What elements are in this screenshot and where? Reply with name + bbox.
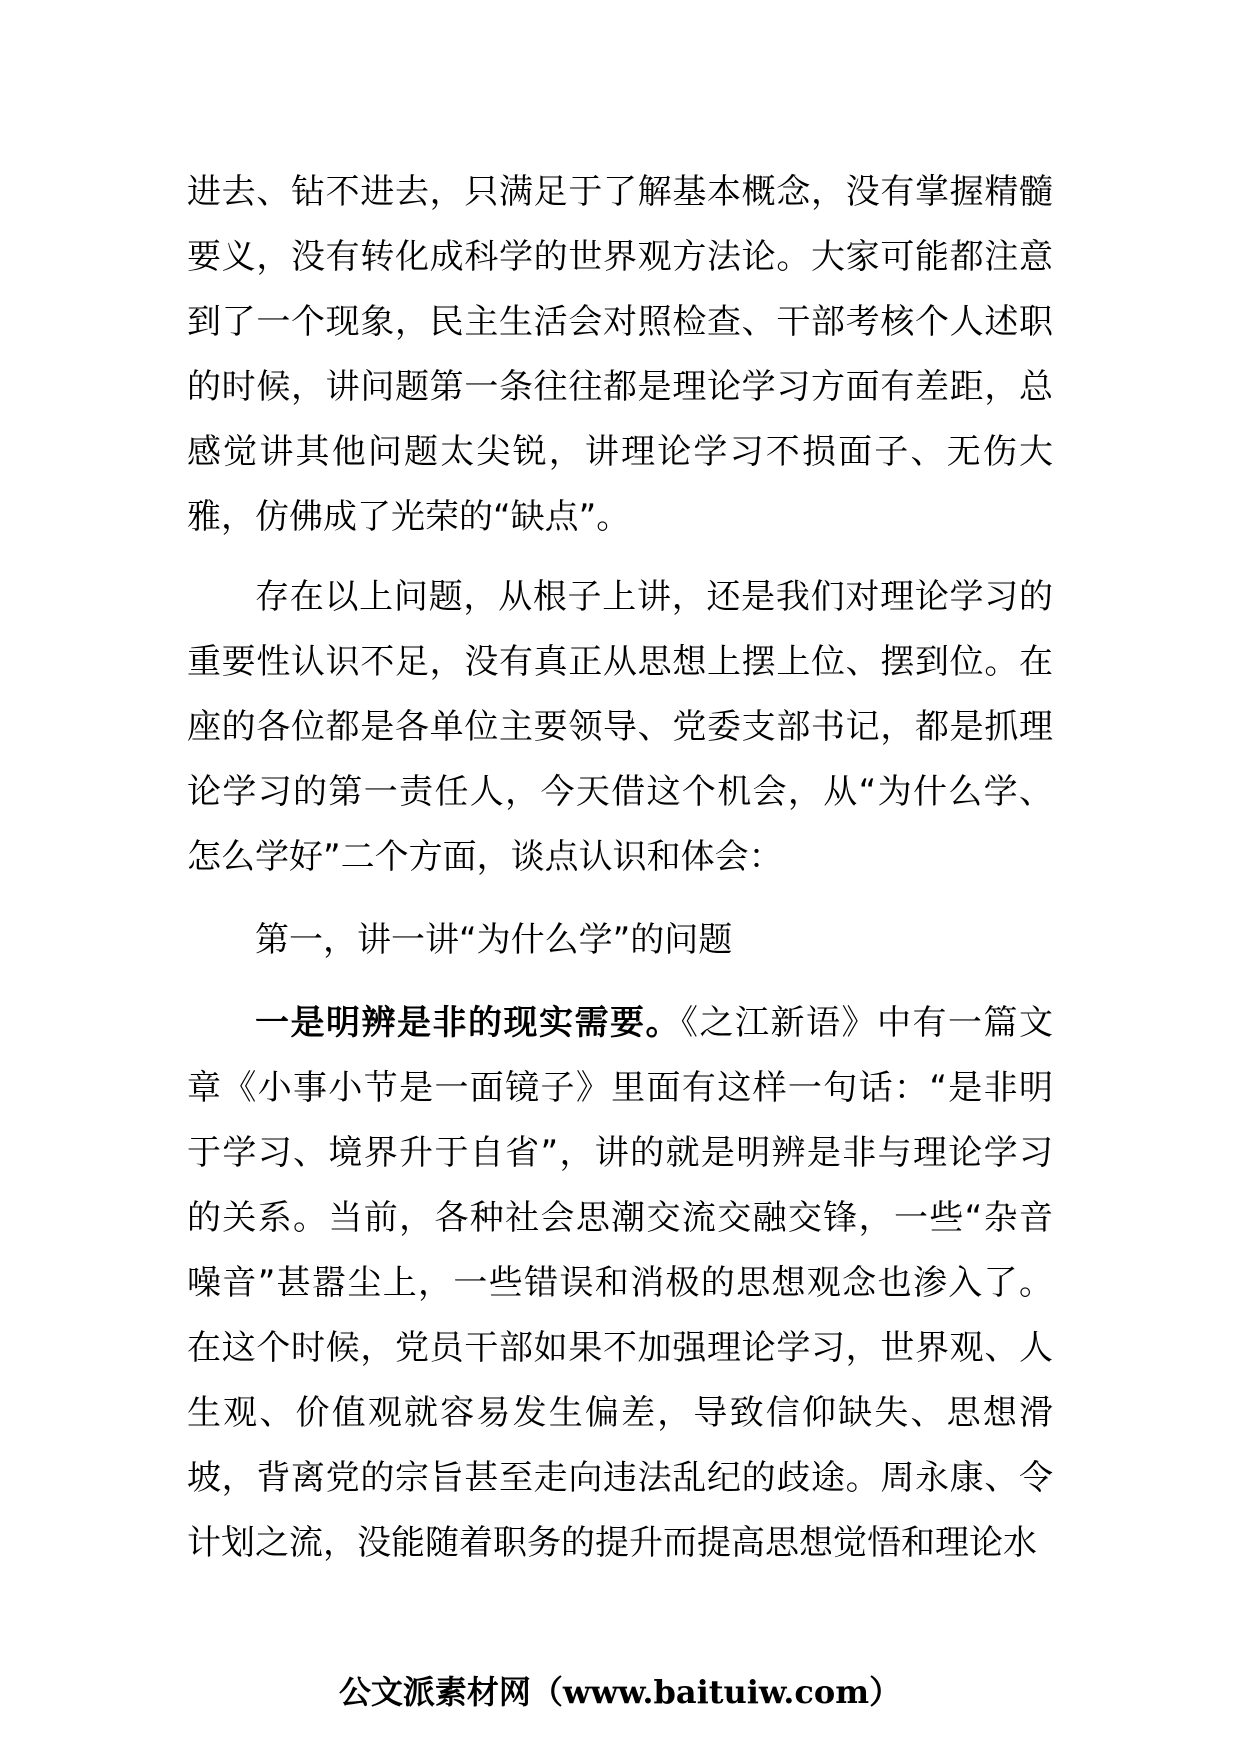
paragraph-1: [187, 160, 1053, 550]
paragraph-2-text: 存在以上问题，从根子上讲，还是我们对理论学习的重要性认识不足，没有真正从思想上摆上位、摆到位。在座的各位都是各单位主要领导、党委支部书记，都是抓理论学习的第一责任人，今天借这个机会，从“为什么学、怎么学好”二个方面，谈点认识和体会：: [187, 577, 1053, 877]
paragraph-2: [187, 565, 1053, 890]
section-heading-text: 第一，讲一讲“为什么学”的问题: [255, 920, 733, 960]
footer-watermark: 公文派素材网（www.baituiw.com）: [338, 1673, 902, 1711]
section-heading: [187, 908, 1053, 973]
paragraph-4-text: 《之江新语》中有一篇文章《小事小节是一面镜子》里面有这样一句话：“是非明于学习、境界升于自省”，讲的就是明辨是非与理论学习的关系。当前，各种社会思潮交流交融交锋，一些“杂音噪音”甚嚣尘上，一些错误和消极的思想观念也渗入了。在这个时候，党员干部如果不加强理论学习，世界观、人生观、价值观就容易发生偏差，导致信仰缺失、思想滑坡，背离党的宗旨甚至走向违法乱纪的歧途。周永康、令计划之流，没能随着职务的提升而提高思想觉悟和理论水: [187, 1003, 1053, 1563]
paragraph-4: [187, 991, 1053, 1576]
document-body: [187, 160, 1053, 1576]
paragraph-4-lead: 一是明辨是非的现实需要。: [255, 1003, 681, 1043]
paragraph-1-text: 进去、钻不进去，只满足于了解基本概念，没有掌握精髓要义，没有转化成科学的世界观方法论。大家可能都注意到了一个现象，民主生活会对照检查、干部考核个人述职的时候，讲问题第一条往往都是理论学习方面有差距，总感觉讲其他问题太尖锐，讲理论学习不损面子、无伤大雅，仿佛成了光荣的“缺点”。: [187, 172, 1053, 537]
